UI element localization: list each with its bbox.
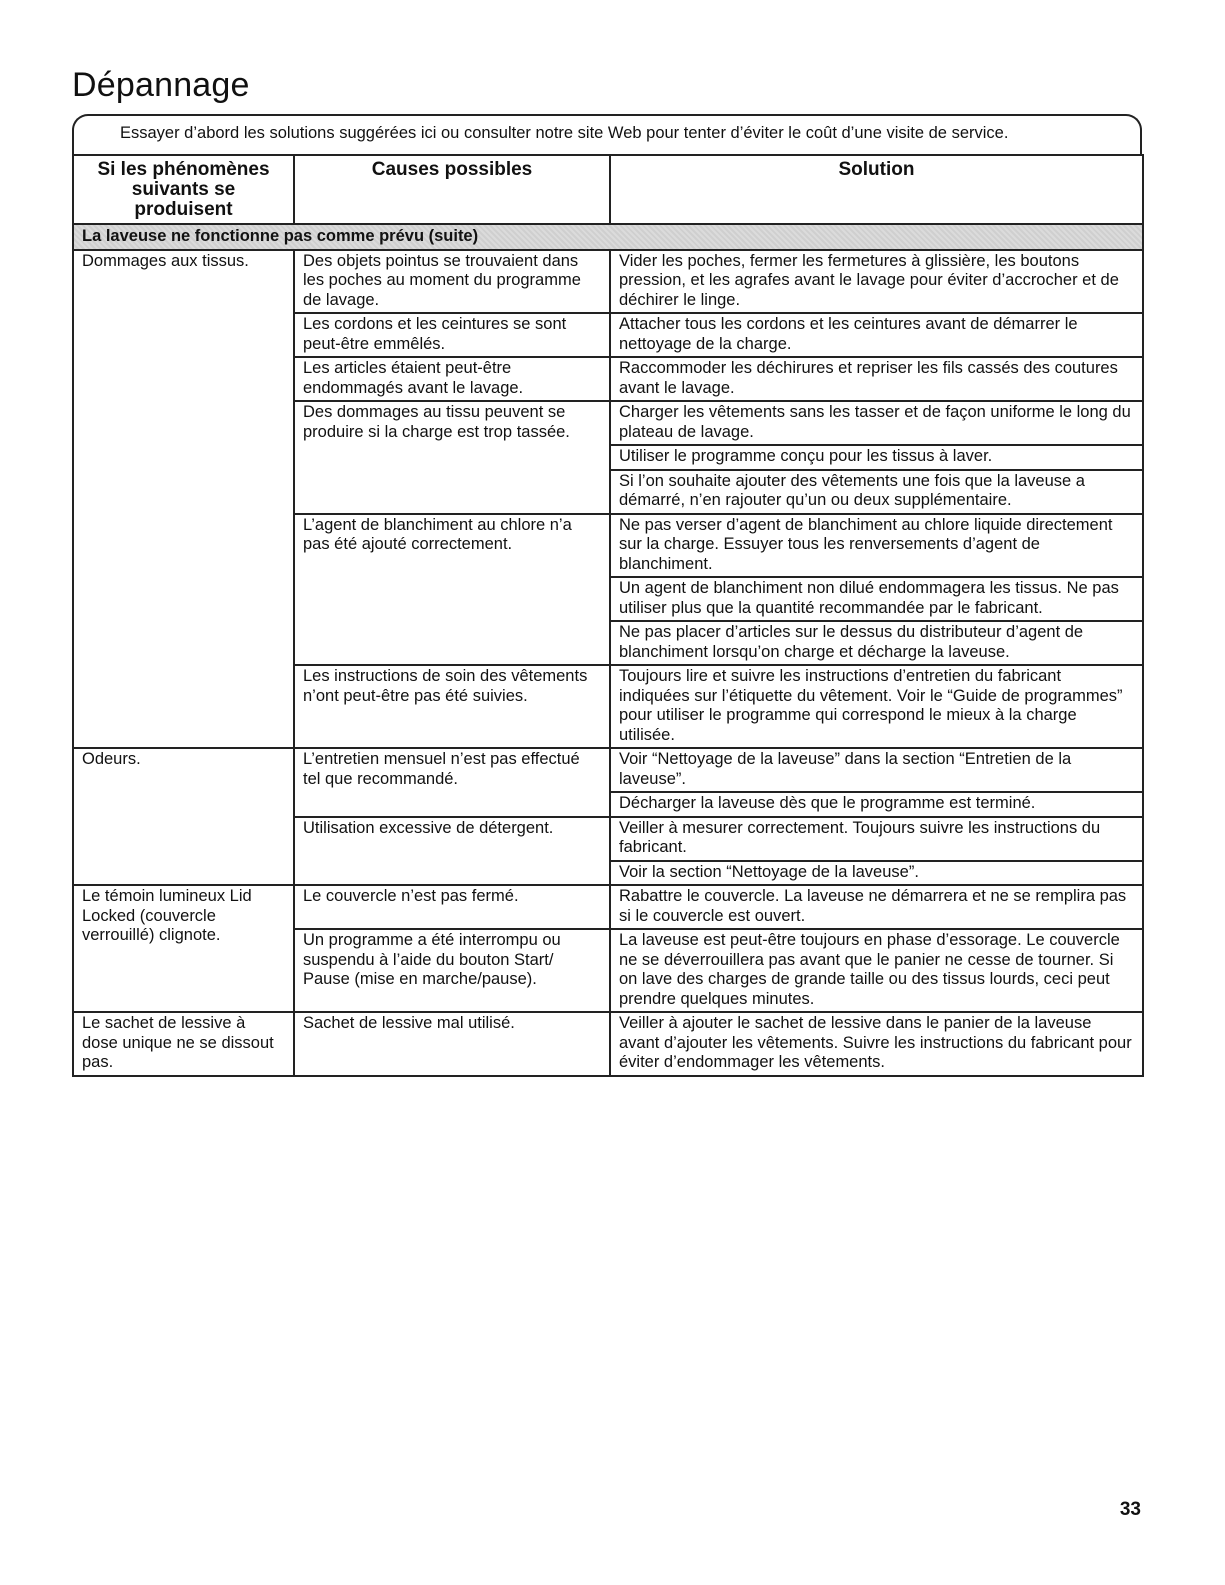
solution-cell: Veiller à ajouter le sachet de lessive dans le panier de la laveuse avant d’ajouter les vêtements. Suivre les instructions du fabricant pour éviter d’endommager les vêtements. bbox=[610, 1012, 1143, 1076]
cause-cell: Un programme a été interrompu ou suspendu à l’aide du bouton Start/ Pause (mise en marche/pause). bbox=[294, 929, 610, 1012]
symptom-cell: Le témoin lumineux Lid Locked (couvercle verrouillé) clignote. bbox=[73, 885, 294, 1012]
solution-cell: Utiliser le programme conçu pour les tissus à laver. bbox=[610, 445, 1143, 470]
cause-cell: Les cordons et les ceintures se sont peut-être emmêlés. bbox=[294, 313, 610, 357]
table-row bbox=[73, 1012, 1143, 1076]
solution-cell: Charger les vêtements sans les tasser et de façon uniforme le long du plateau de lavage. bbox=[610, 401, 1143, 445]
table-row bbox=[73, 885, 1143, 929]
header-symptom: Si les phénomènes suivants se produisent bbox=[73, 155, 294, 224]
page-title: Dépannage bbox=[72, 66, 250, 104]
header-cause: Causes possibles bbox=[294, 155, 610, 224]
intro-text: Essayer d’abord les solutions suggérées ici ou consulter notre site Web pour tenter d’éviter le coût d’une visite de service. bbox=[120, 124, 1009, 142]
cause-cell: Des objets pointus se trouvaient dans les poches au moment du programme de lavage. bbox=[294, 250, 610, 314]
solution-cell: Voir la section “Nettoyage de la laveuse”. bbox=[610, 861, 1143, 886]
cause-cell: Le couvercle n’est pas fermé. bbox=[294, 885, 610, 929]
table-header-row bbox=[73, 155, 1143, 224]
cause-cell: Les instructions de soin des vêtements n’ont peut-être pas été suivies. bbox=[294, 665, 610, 748]
table-row bbox=[73, 250, 1143, 314]
solution-cell: Ne pas verser d’agent de blanchiment au chlore liquide directement sur la charge. Essuyer tous les renversements d’agent de blanchiment. bbox=[610, 514, 1143, 578]
section-title: La laveuse ne fonctionne pas comme prévu (suite) bbox=[73, 224, 1143, 250]
cause-cell: Des dommages au tissu peuvent se produire si la charge est trop tassée. bbox=[294, 401, 610, 514]
section-row bbox=[73, 224, 1143, 250]
cause-cell: Utilisation excessive de détergent. bbox=[294, 817, 610, 886]
solution-cell: Vider les poches, fermer les fermetures à glissière, les boutons pression, et les agrafes avant le lavage pour éviter d’accrocher et de déchirer le linge. bbox=[610, 250, 1143, 314]
solution-cell: Toujours lire et suivre les instructions d’entretien du fabricant indiquées sur l’étiquette du vêtement. Voir le “Guide de programmes” pour utiliser le programme qui correspond le mieux à la charge utilisée. bbox=[610, 665, 1143, 748]
symptom-cell: Le sachet de lessive à dose unique ne se dissout pas. bbox=[73, 1012, 294, 1076]
cause-cell: L’entretien mensuel n’est pas effectué tel que recommandé. bbox=[294, 748, 610, 817]
symptom-cell: Dommages aux tissus. bbox=[73, 250, 294, 749]
table-row bbox=[73, 748, 1143, 792]
solution-cell: La laveuse est peut-être toujours en phase d’essorage. Le couvercle ne se déverrouillera pas avant que le panier ne cesse de tourner. Si on lave des charges de grande taille ou des tissus lourds, ceci peut prendre quelques minutes. bbox=[610, 929, 1143, 1012]
solution-cell: Un agent de blanchiment non dilué endommagera les tissus. Ne pas utiliser plus que la quantité recommandée par le fabricant. bbox=[610, 577, 1143, 621]
troubleshooting-table bbox=[72, 154, 1144, 1077]
header-solution: Solution bbox=[610, 155, 1143, 224]
solution-cell: Veiller à mesurer correctement. Toujours suivre les instructions du fabricant. bbox=[610, 817, 1143, 861]
solution-cell: Rabattre le couvercle. La laveuse ne démarrera et ne se remplira pas si le couvercle est ouvert. bbox=[610, 885, 1143, 929]
solution-cell: Décharger la laveuse dès que le programme est terminé. bbox=[610, 792, 1143, 817]
cause-cell: Les articles étaient peut-être endommagés avant le lavage. bbox=[294, 357, 610, 401]
solution-cell: Attacher tous les cordons et les ceintures avant de démarrer le nettoyage de la charge. bbox=[610, 313, 1143, 357]
solution-cell: Raccommoder les déchirures et repriser les fils cassés des coutures avant le lavage. bbox=[610, 357, 1143, 401]
cause-cell: L’agent de blanchiment au chlore n’a pas été ajouté correctement. bbox=[294, 514, 610, 666]
solution-cell: Ne pas placer d’articles sur le dessus du distributeur d’agent de blanchiment lorsqu’on charge et décharge la laveuse. bbox=[610, 621, 1143, 665]
symptom-cell: Odeurs. bbox=[73, 748, 294, 885]
solution-cell: Voir “Nettoyage de la laveuse” dans la section “Entretien de la laveuse”. bbox=[610, 748, 1143, 792]
solution-cell: Si l’on souhaite ajouter des vêtements une fois que la laveuse a démarré, n’en rajouter qu’un ou deux supplémentaire. bbox=[610, 470, 1143, 514]
cause-cell: Sachet de lessive mal utilisé. bbox=[294, 1012, 610, 1076]
page-number: 33 bbox=[1119, 1499, 1141, 1520]
